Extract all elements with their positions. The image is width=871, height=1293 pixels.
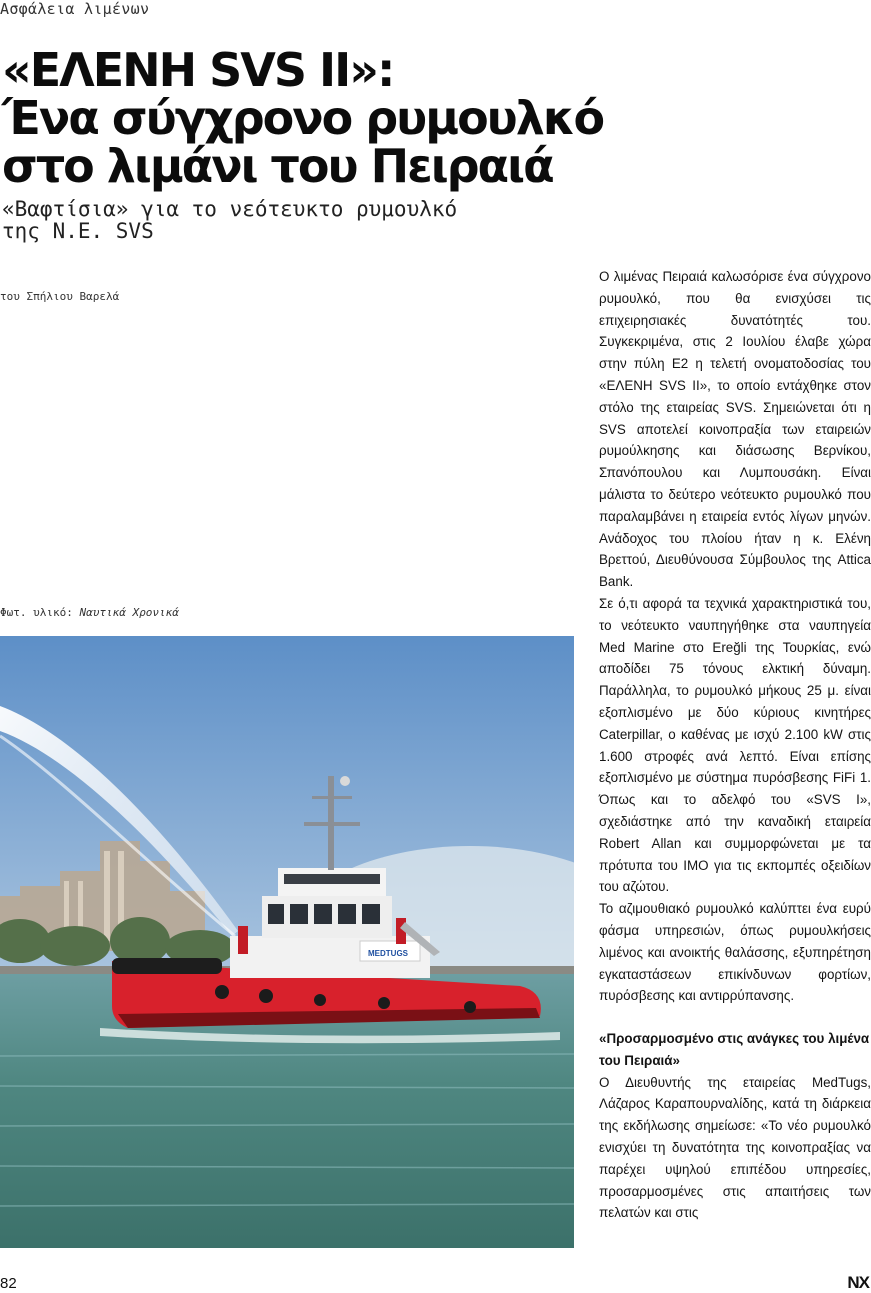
photo-credit-label: Φωτ. υλικό: bbox=[0, 606, 73, 619]
article-body bbox=[599, 266, 871, 1224]
publication-logo: NX bbox=[847, 1273, 869, 1292]
page-number: 82 bbox=[0, 1275, 17, 1292]
headline-line-1: «ΕΛΕΝΗ SVS II»: bbox=[2, 43, 394, 97]
body-paragraph-3: Το αζιμουθιακό ρυμουλκό καλύπτει ένα ευρύ φάσμα υπηρεσιών, όπως ρυμουλκήσεις λιμένος και ανοικτής θαλάσσης, εξυπηρέτηση εγκαταστάσεων επικίνδυνων φορτίων, πυρόσβεσης και αντιρρύπανσης. bbox=[599, 901, 871, 1004]
photo-credit-source: Ναυτικά Χρονικά bbox=[79, 606, 179, 619]
medtugs-plate: MEDTUGS bbox=[368, 949, 408, 958]
tugboat-illustration bbox=[0, 636, 574, 1248]
subtitle-line-2: της Ν.Ε. SVS bbox=[2, 219, 154, 243]
section-label: Ασφάλεια λιμένων bbox=[0, 0, 150, 18]
body-paragraph-2: Σε ό,τι αφορά τα τεχνικά χαρακτηριστικά του, το νεότευκτο ναυπηγήθηκε στα ναυπηγεία Med Marine στο Ereğli της Τουρκίας, ενώ αποδίδει 75 τόνους ελκτική δύναμη. Παράλληλα, το ρυμουλκό μήκους 25 μ. είναι εξοπλισμένο με δύο κύριους κινητήρες Caterpillar, ο καθένας με ισχύ 2.100 kW στις 1.600 στροφές ανά λεπτό. Είναι επίσης εξοπλισμένο με σύστημα πυρόσβεσης FiFi 1. Όπως και το αδελφό του «SVS I», σχεδιάστηκε από την καναδική εταιρεία Robert Allan και συμμορφώνεται με τα πρότυπα του IMO για τις εκπομπές οξειδίων του αζώτου. bbox=[599, 595, 871, 895]
body-paragraph-4: Ο Διευθυντής της εταιρείας MedTugs, Λάζαρος Καραπουρναλίδης, κατά τη διάρκεια της εκδήλωσης σημείωσε: «Το νέο ρυμουλκό ενισχύει τη δυνατότητα της κοινοπραξίας να παρέχει υψηλού επιπέδου υπηρεσίες, προσαρμοσμένες στις απαιτήσεις των πελατών και στις bbox=[599, 1074, 871, 1221]
body-paragraph-1: Ο λιμένας Πειραιά καλωσόρισε ένα σύγχρονο ρυμουλκό, που θα ενισχύσει τις επιχειρησιακές δυνατότητές του. Συγκεκριμένα, στις 2 Ιουλίου έλαβε χώρα στην πύλη Ε2 η τελετή ονοματοδοσίας του «ΕΛΕΝΗ SVS II», το οποίο εντάχθηκε στον στόλο της εταιρείας SVS. Σημειώνεται ότι η SVS αποτελεί κοινοπραξία των εταιρειών ρυμούλκησης και διάσωσης Βερνίκου, Σπανόπουλου και Λυμπουσάκη. Είναι μάλιστα το δεύτερο νεότευκτο ρυμουλκό που παραλαμβάνει η εταιρεία εντός λίγων μηνών. Ανάδοχος του πλοίου ήταν η κ. Ελένη Βρεττού, Διευθύνουσα Σύμβουλος της Attica Bank. bbox=[599, 269, 871, 590]
headline-line-2: Ένα σύγχρονο ρυμουλκό bbox=[2, 91, 604, 145]
body-subheading: «Προσαρμοσμένο στις ανάγκες του λιμένα του Πειραιά» bbox=[599, 1031, 870, 1068]
subtitle-line-1: «Βαφτίσια» για το νεότευκτο ρυμουλκό bbox=[2, 197, 458, 221]
photo-credit bbox=[0, 606, 179, 619]
article-headline bbox=[2, 43, 604, 193]
article-subtitle bbox=[2, 198, 562, 242]
author-byline: του Σπήλιου Βαρελά bbox=[0, 290, 120, 303]
headline-line-3: στο λιμάνι του Πειραιά bbox=[2, 139, 553, 193]
tugboat-photo bbox=[0, 636, 574, 1248]
